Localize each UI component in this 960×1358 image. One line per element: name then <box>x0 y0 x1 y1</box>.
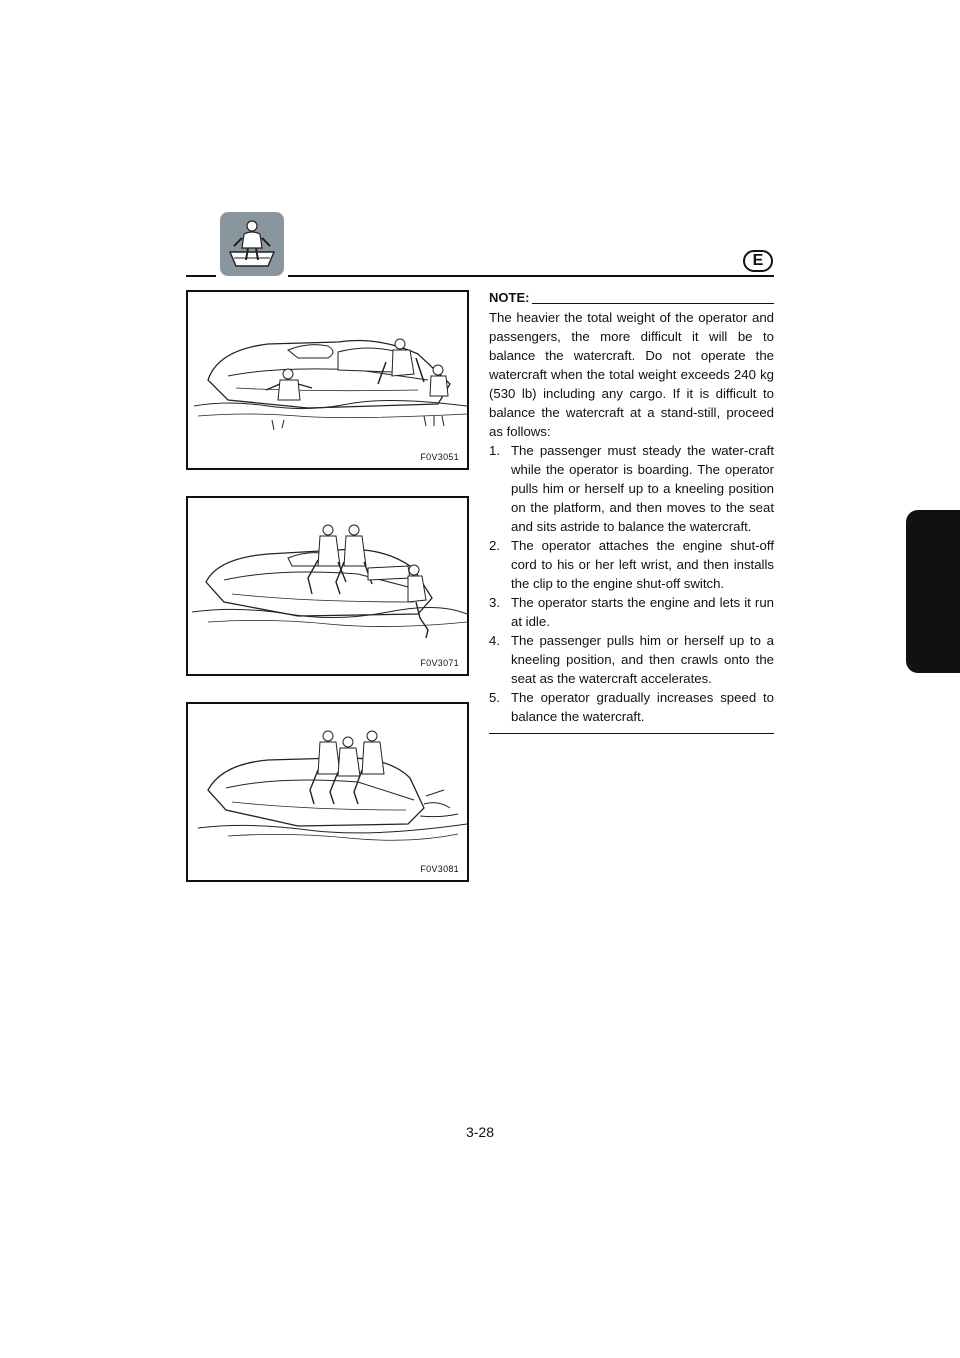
watercraft-rider-icon <box>220 212 284 276</box>
list-item <box>489 688 774 726</box>
step-text: The operator attaches the engine shut-off cord to his or her left wrist, and then installs the clip to the engine shut-off switch. <box>511 538 774 591</box>
step-number: 3. <box>489 595 500 610</box>
chapter-side-tab <box>906 510 960 673</box>
figure-code: F0V3051 <box>420 452 459 462</box>
step-text: The passenger pulls him or herself up to a kneeling position, and then crawls onto the seat as the watercraft accelerates. <box>511 633 774 686</box>
figure-code: F0V3081 <box>420 864 459 874</box>
step-text: The operator starts the engine and lets it run at idle. <box>511 595 774 629</box>
list-item <box>489 631 774 688</box>
language-badge: E <box>743 250 773 272</box>
list-item <box>489 441 774 536</box>
note-block <box>489 288 774 734</box>
page-number: 3-28 <box>465 1124 495 1140</box>
step-number: 5. <box>489 690 500 705</box>
step-number: 2. <box>489 538 500 553</box>
boarding-steps-list <box>489 441 774 726</box>
list-item <box>489 536 774 593</box>
note-end-rule <box>489 733 774 734</box>
figure-operator-seated <box>186 496 469 676</box>
note-paragraph: The heavier the total weight of the operator and passengers, the more difficult it will be to balance the watercraft. Do not operate the watercraft when the total weight exceeds 240 kg (530 lb) including any cargo. If it is difficult to balance the watercraft at a stand-still, proceed as follows: <box>489 310 774 439</box>
step-number: 1. <box>489 443 500 458</box>
figure-underway-three-riders <box>186 702 469 882</box>
list-item <box>489 593 774 631</box>
header-rule-right <box>288 275 774 277</box>
figure-boarding-from-water <box>186 290 469 470</box>
note-header <box>489 288 774 307</box>
step-text: The operator gradually increases speed to balance the watercraft. <box>511 690 774 724</box>
header-rule-left <box>186 275 216 277</box>
step-text: The passenger must steady the water-craft while the operator is boarding. The operator pulls him or herself up to a kneeling position on the platform, and then moves to the seat and sits astride to balance the watercraft. <box>511 443 774 534</box>
step-number: 4. <box>489 633 500 648</box>
note-rule <box>532 303 774 304</box>
note-label: NOTE: <box>489 290 530 305</box>
figure-code: F0V3071 <box>420 658 459 668</box>
